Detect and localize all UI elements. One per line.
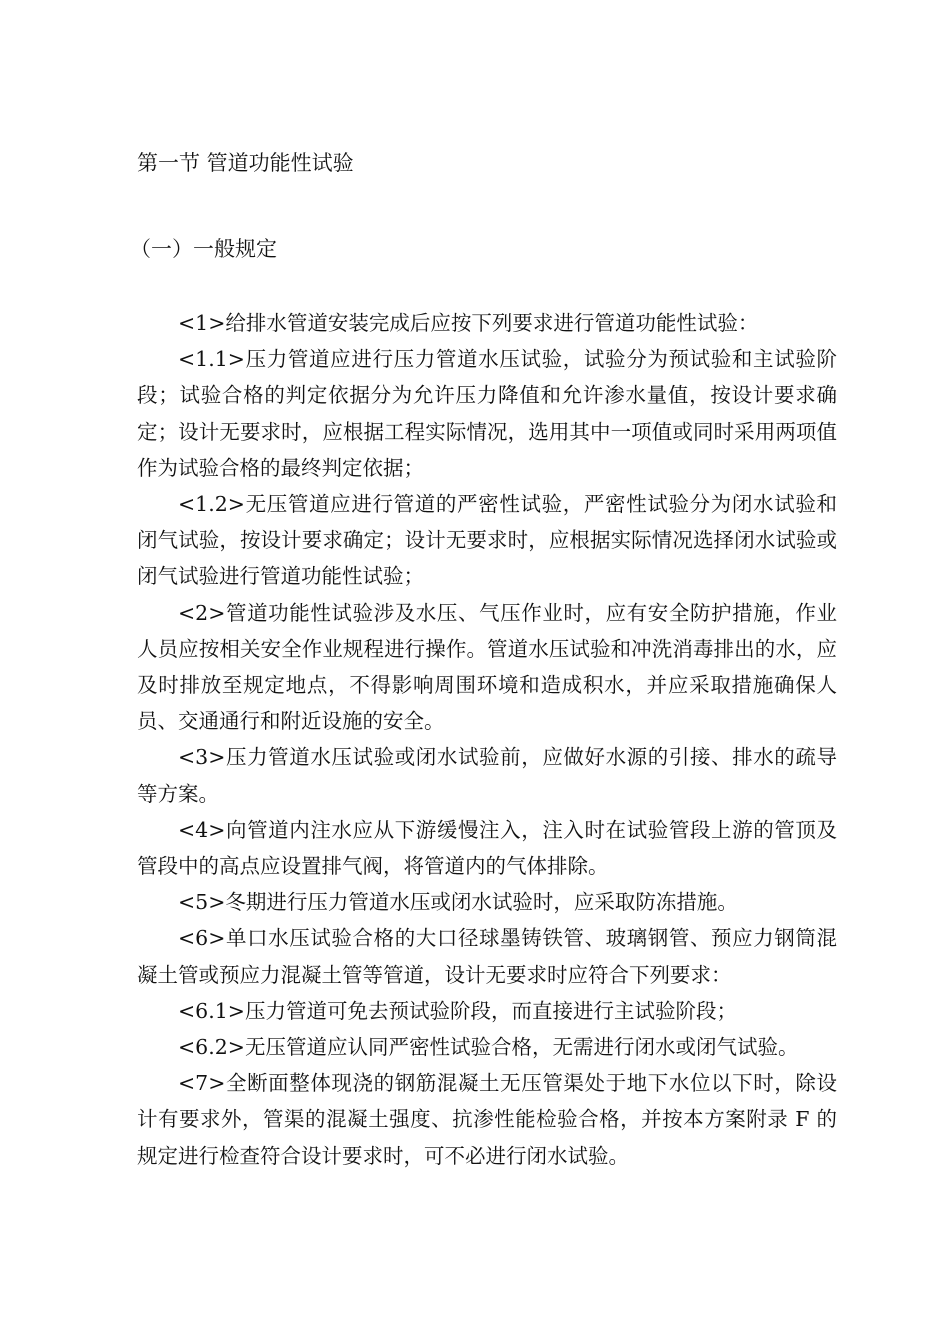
paragraph-7: <7>全断面整体现浇的钢筋混凝土无压管渠处于地下水位以下时，除设计有要求外，管渠的混凝土强度、抗渗性能检验合格，并按本方案附录 F 的规定进行检查符合设计要求时，可不必进行闭水试验。	[137, 1071, 837, 1168]
subsection-title: （一）一般规定	[130, 237, 277, 261]
paragraph-6-1: <6.1>压力管道可免去预试验阶段，而直接进行主试验阶段；	[178, 998, 737, 1023]
paragraph-6: <6>单口水压试验合格的大口径球墨铸铁管、玻璃钢管、预应力钢筒混凝土管或预应力混凝土管等管道，设计无要求时应符合下列要求：	[137, 926, 837, 987]
section-title: 第一节 管道功能性试验	[137, 151, 354, 175]
paragraph-5: <5>冬期进行压力管道水压或闭水试验时，应采取防冻措施。	[178, 890, 738, 915]
paragraph-1-1: <1.1>压力管道应进行压力管道水压试验，试验分为预试验和主试验阶段；试验合格的判定依据分为允许压力降值和允许渗水量值，按设计要求确定；设计无要求时，应根据工程实际情况，选用其中一项值或同时采用两项值作为试验合格的最终判定依据；	[137, 347, 837, 480]
paragraph-4: <4>向管道内注水应从下游缓慢注入，注入时在试验管段上游的管顶及管段中的高点应设置排气阀，将管道内的气体排除。	[137, 817, 837, 879]
paragraph-1-2: <1.2>无压管道应进行管道的严密性试验，严密性试验分为闭水试验和闭气试验，按设计要求确定；设计无要求时，应根据实际情况选择闭水试验或闭气试验进行管道功能性试验；	[137, 492, 837, 589]
paragraph-6-2: <6.2>无压管道应认同严密性试验合格，无需进行闭水或闭气试验。	[178, 1035, 799, 1060]
paragraph-2: <2>管道功能性试验涉及水压、气压作业时，应有安全防护措施，作业人员应按相关安全作业规程进行操作。管道水压试验和冲洗消毒排出的水，应及时排放至规定地点，不得影响周围环境和造成积水，并应采取措施确保人员、交通通行和附近设施的安全。	[137, 600, 837, 734]
paragraph-3: <3>压力管道水压试验或闭水试验前，应做好水源的引接、排水的疏导等方案。	[137, 745, 837, 806]
paragraph-1: <1>给排水管道安装完成后应按下列要求进行管道功能性试验：	[178, 311, 759, 335]
document-body	[137, 305, 837, 1174]
